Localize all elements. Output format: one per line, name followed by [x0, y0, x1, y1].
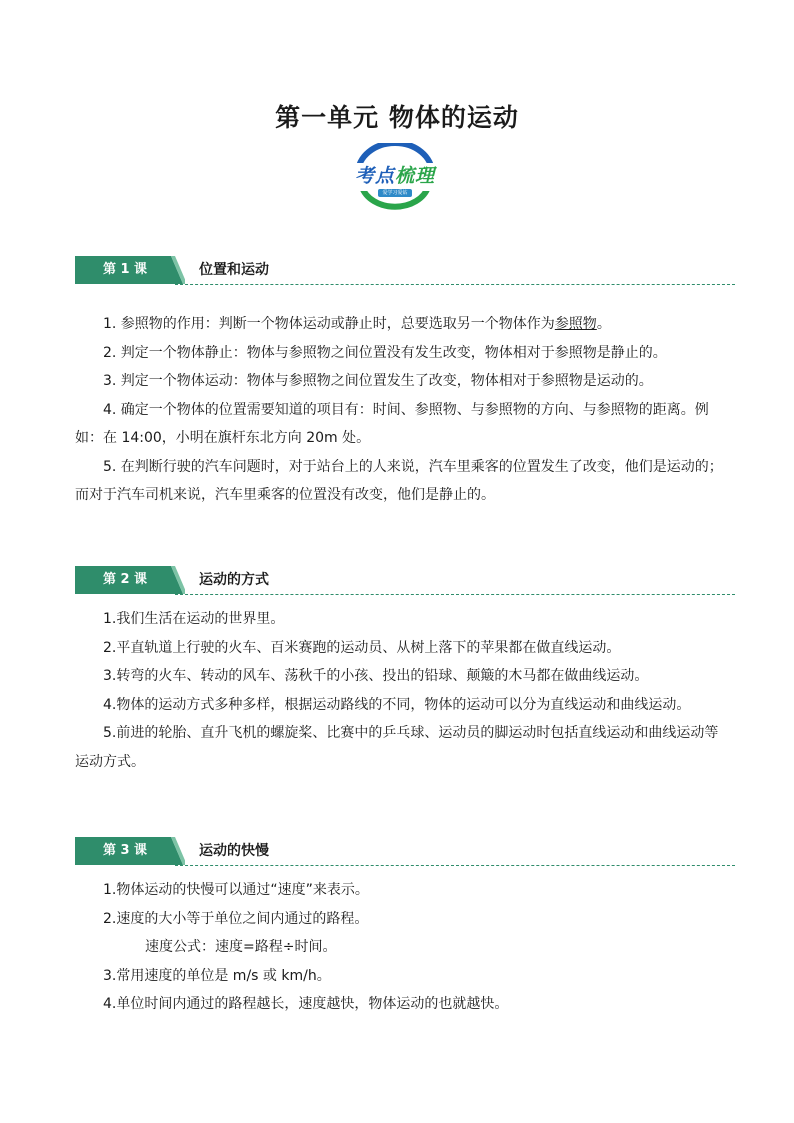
paragraph: 1.我们生活在运动的世界里。	[103, 611, 285, 627]
section-header	[75, 566, 735, 596]
page-title: 第一单元 物体的运动	[275, 103, 519, 132]
paragraph: 1.物体运动的快慢可以通过“速度”来表示。	[103, 882, 369, 898]
section-lesson-3	[75, 837, 735, 867]
section-1-content	[75, 310, 730, 510]
section-3-content	[75, 876, 730, 1019]
section-lesson-1	[75, 256, 735, 286]
lesson-label: 第 1 课	[102, 262, 148, 277]
lesson-label: 第 2 课	[102, 572, 148, 587]
paragraph: 2. 判定一个物体静止：物体与参照物之间位置没有发生改变，物体相对于参照物是静止的。	[103, 344, 667, 361]
underlined-term: 参照物	[554, 316, 597, 332]
paragraph: 5. 在判断行驶的汽车问题时，对于站台上的人来说，汽车里乘客的位置发生了改变，他们是运动的；而对于汽车司机来说，汽车里乘客的位置没有改变，他们是静止的。	[75, 458, 723, 503]
logo-text-b: 梳理	[395, 165, 436, 187]
paragraph: 5.前进的轮胎、直升飞机的螺旋桨、比赛中的乒乓球、运动员的脚运动时包括直线运动和曲线运动等运动方式。	[75, 725, 719, 770]
section-lesson-2	[75, 566, 735, 596]
text-before: 1. 参照物的作用：判断一个物体运动或静止时，总要选取另一个物体作为	[103, 316, 555, 332]
paragraph: 3.常用速度的单位是 m/s 或 km/h。	[103, 967, 331, 984]
paragraph: 4.物体的运动方式多种多样，根据运动路线的不同，物体的运动可以分为直线运动和曲线运动。	[103, 696, 691, 713]
lesson-label: 第 3 课	[102, 843, 148, 858]
lesson-tab	[75, 837, 185, 865]
paragraph: 2.速度的大小等于单位之间内通过的路程。	[103, 910, 369, 927]
kaodian-shuli-logo	[340, 143, 450, 215]
section-header	[75, 837, 735, 867]
section-title: 运动的方式	[199, 572, 269, 588]
logo-title	[342, 164, 448, 188]
section-header	[75, 256, 735, 286]
lesson-tab	[75, 256, 185, 284]
section-2-content	[75, 605, 730, 776]
paragraph: 2.平直轨道上行驶的火车、百米赛跑的运动员、从树上落下的苹果都在做直线运动。	[103, 639, 621, 656]
logo-subtitle: 爱学习爱钻	[378, 189, 412, 197]
paragraph: 4. 确定一个物体的位置需要知道的项目有：时间、参照物、与参照物的方向、与参照物的距离。例如：在 14:00，小明在旗杆东北方向 20m 处。	[75, 401, 709, 446]
section-divider	[175, 284, 735, 285]
section-title: 位置和运动	[199, 262, 269, 278]
section-divider	[175, 865, 735, 866]
speed-formula: 速度公式：速度=路程÷时间。	[145, 939, 337, 955]
section-title: 运动的快慢	[199, 843, 269, 859]
paragraph: 4.单位时间内通过的路程越长，速度越快，物体运动的也就越快。	[103, 996, 509, 1012]
text-after: 。	[596, 316, 611, 332]
logo-text-a: 考点	[354, 165, 395, 187]
paragraph	[75, 310, 730, 339]
paragraph: 3. 判定一个物体运动：物体与参照物之间位置发生了改变，物体相对于参照物是运动的。	[103, 373, 653, 389]
lesson-tab	[75, 566, 185, 594]
paragraph: 3.转弯的火车、转动的风车、荡秋千的小孩、投出的铅球、颠簸的木马都在做曲线运动。	[103, 668, 649, 684]
section-divider	[175, 594, 735, 595]
